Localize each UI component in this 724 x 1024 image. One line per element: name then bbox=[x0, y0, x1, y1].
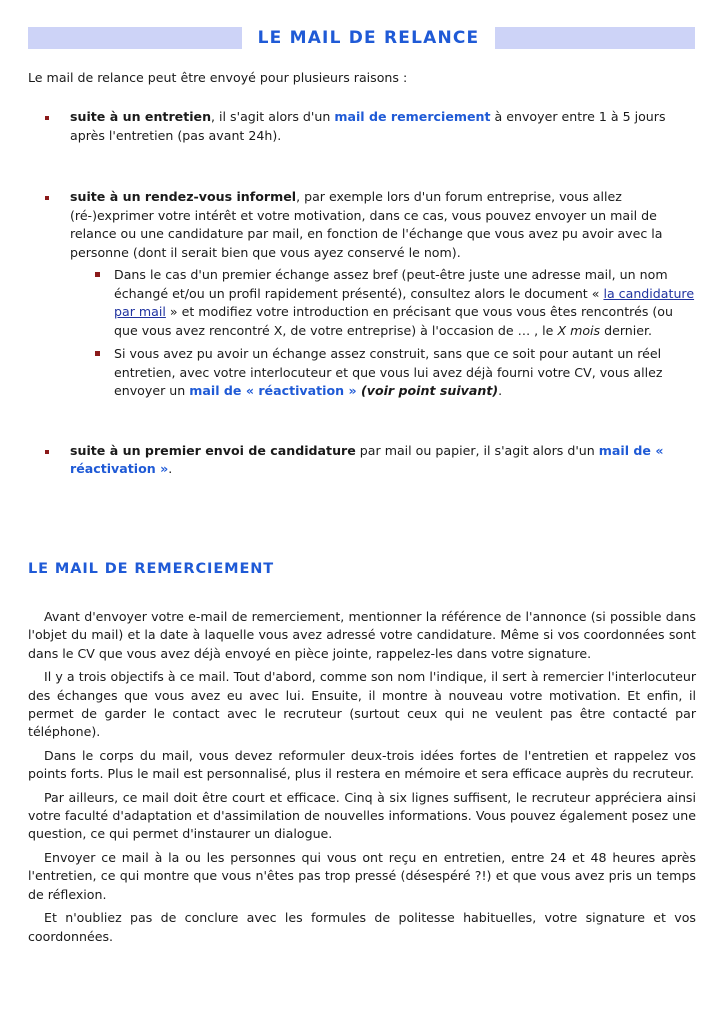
bullet-lead: suite à un premier envoi de candidature bbox=[70, 442, 356, 458]
candidature-link[interactable]: la candidature par mail bbox=[114, 285, 695, 319]
sub-item-text: » et modifiez votre introduction en précisant que vous vous êtes rencontrés (ou que vous avez rencontré X, de votre entreprise) à l'occasion de … , le bbox=[114, 304, 673, 338]
page-title: LE MAIL DE RELANCE bbox=[257, 28, 480, 48]
bullet-text: , par exemple lors d'un forum entreprise, vous allez (ré-)exprimer votre intérêt et votre motivation, dans ce cas, vous pouvez envoyer un mail de relance ou une candidature par mail, en fonction de l'échange que vous avez pu avoir avec la personne (dont il serait bien que vous ayez conservé le nom). bbox=[70, 189, 663, 260]
bullet-text: , il s'agit alors d'un bbox=[211, 109, 335, 124]
bullet-lead: suite à un entretien bbox=[70, 109, 212, 124]
bullet-lead: suite à un rendez-vous informel bbox=[70, 189, 297, 204]
bullet-text: par mail ou papier, il s'agit alors d'un bbox=[355, 442, 599, 458]
paragraph: Il y a trois objectifs à ce mail. Tout d'abord, comme son nom l'indique, il sert à remercier l'interlocuteur des échanges que vous avez eu avec lui. Ensuite, il montre à nouveau votre motivation. Et enfin, il permet de garder le contact avec le recruteur (surtout ceux qui ne veulent pas être contacté par téléphone). bbox=[28, 669, 696, 740]
sub-item-highlight: mail de « réactivation » bbox=[189, 383, 357, 398]
list-item bbox=[28, 108, 696, 145]
sub-item-italic: X mois bbox=[557, 322, 601, 338]
list-item bbox=[28, 442, 696, 479]
sub-list-item bbox=[70, 345, 696, 401]
paragraph: Par ailleurs, ce mail doit être court et efficace. Cinq à six lignes suffisent, le recruteur appréciera ainsi votre faculté d'adaptation et d'assimilation de nouvelles informations. Vous pouvez également posez une question, ce qui permet d'instaurer un dialogue. bbox=[28, 789, 696, 842]
paragraph: Avant d'envoyer votre e-mail de remerciement, mentionner la référence de l'annonce (si possible dans l'objet du mail) et la date à laquelle vous avez adressé votre candidature. Même si vos coordonnées sont dans le CV que vous avez déjà envoyé en pièce jointe, rappelez-les dans votre signature. bbox=[28, 609, 696, 661]
bullet-highlight: mail de « réactivation » bbox=[70, 442, 664, 476]
sub-item-text: Dans le cas d'un premier échange assez bref (peut-être juste une adresse mail, un nom échangé et/ou un profil rapidement présenté), consultez alors le document « bbox=[114, 267, 668, 301]
section-body bbox=[28, 608, 696, 951]
bullet-highlight: mail de remerciement bbox=[334, 109, 491, 124]
bullet-text: . bbox=[168, 461, 173, 476]
paragraph: Dans le corps du mail, vous devez reformuler deux-trois idées fortes de l'entretien et rappelez vos points forts. Plus le mail est personnalisé, plus il restera en mémoire et sera efficace auprès du recruteur. bbox=[28, 747, 696, 782]
bullet-icon bbox=[45, 196, 49, 200]
square-bullet-icon bbox=[95, 272, 100, 277]
bullet-list bbox=[28, 108, 696, 522]
paragraph: Envoyer ce mail à la ou les personnes qui vous ont reçu en entretien, entre 24 et 48 heures après l'entretien, ce qui montre que vous n'êtes pas trop pressé (désespéré ?!) et que vous avez pris un temps de réflexion. bbox=[28, 849, 696, 902]
sub-item-text: . bbox=[498, 383, 503, 398]
square-bullet-icon bbox=[95, 351, 100, 356]
section-title: LE MAIL DE REMERCIEMENT bbox=[28, 561, 275, 577]
sub-list-item bbox=[70, 266, 696, 340]
title-band bbox=[28, 25, 695, 51]
sub-list bbox=[70, 266, 696, 401]
bullet-icon bbox=[45, 116, 49, 120]
sub-item-text: Si vous avez pu avoir un échange assez construit, sans que ce soit pour autant un réel entretien, avec votre interlocuteur et que vous lui avez déjà fourni votre CV, vous allez envoyer un bbox=[114, 346, 663, 398]
title-bar-right bbox=[495, 27, 695, 49]
intro-text: Le mail de relance peut être envoyé pour plusieurs raisons : bbox=[28, 70, 408, 85]
sub-item-italic: (voir point suivant) bbox=[356, 383, 499, 398]
list-item bbox=[28, 188, 696, 401]
paragraph: Et n'oubliez pas de conclure avec les formules de politesse habituelles, votre signature et vos coordonnées. bbox=[28, 910, 696, 944]
sub-item-text: dernier. bbox=[600, 322, 653, 338]
bullet-icon bbox=[45, 450, 49, 454]
bullet-text: à envoyer entre 1 à 5 jours après l'entretien (pas avant 24h). bbox=[70, 109, 666, 143]
title-bar-left bbox=[28, 27, 242, 49]
